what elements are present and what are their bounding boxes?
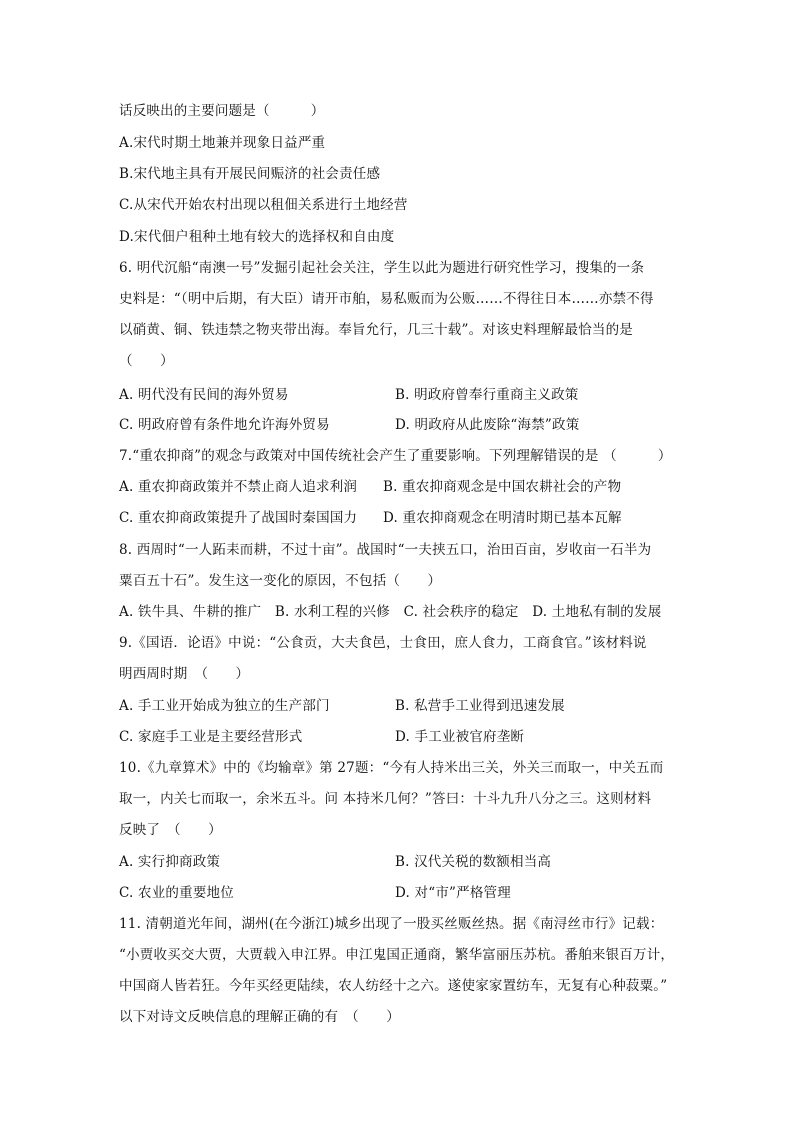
q7-option-d: D. 重农抑商观念在明清时期已基本瓦解 — [383, 510, 622, 526]
q9-option-a: A. 手工业开始成为独立的生产部门 — [119, 698, 330, 714]
q5-option-b: B.宋代地主具有开展民间赈济的社会责任感 — [119, 166, 381, 182]
q8-options: A. 铁牛具、牛耕的推广 B. 水利工程的兴修 C. 社会秩序的稳定 D. 土地私有制的发展 — [119, 604, 662, 620]
q5-option-a: A.宋代时期土地兼并现象日益严重 — [119, 135, 326, 151]
question-8-line-1: 8. 西周时“一人跖耒而耕，不过十亩”。战国时“一夫挟五口，治田百亩，岁收亩一石半为 — [119, 542, 652, 558]
question-6-line-4: （ ） — [119, 353, 174, 369]
question-5-stem-end: 话反映出的主要问题是（ ） — [119, 103, 325, 119]
question-6-line-1: 6. 明代沉船“南澳一号”发掘引起社会关注，学生以此为题进行研究性学习，搜集的一条 — [119, 260, 645, 276]
q6-option-a: A. 明代没有民间的海外贸易 — [119, 387, 289, 403]
q10-option-c: C. 农业的重要地位 — [119, 885, 234, 901]
question-10-line-2: 取一，内关七而取一，余米五斗。问 本持米几何？”答曰：十斗九升八分之三。这则材料 — [119, 791, 652, 807]
q10-option-b: B. 汉代关税的数额相当高 — [395, 854, 552, 870]
q5-option-d: D.宋代佃户租种土地有较大的选择权和自由度 — [119, 229, 395, 245]
q7-option-b: B. 重农抑商观念是中国农耕社会的产物 — [383, 479, 622, 495]
question-9-line-2: 明西周时期 （ ） — [119, 666, 250, 682]
q7-option-c: C. 重农抑商政策提升了战国时秦国国力 — [119, 510, 358, 526]
question-7-stem: 7.“重农抑商”的观念与政策对中国传统社会产生了重要影响。下列理解错误的是 （ ） — [119, 448, 672, 464]
q9-option-d: D. 手工业被官府垄断 — [395, 729, 525, 745]
q5-option-c: C.从宋代开始农村出现以租佃关系进行土地经营 — [119, 197, 408, 213]
q9-option-b: B. 私营手工业得到迅速发展 — [395, 698, 565, 714]
question-8-line-2: 粟百五十石”。发生这一变化的原因，不包括（ ） — [119, 573, 442, 589]
question-11-line-3: 中国商人皆若狂。今年买经更陆续，农人纺经十之六。遂使家家置纺车，无复有心种菽粟。” — [119, 978, 668, 994]
question-11-line-4: 以下对诗文反映信息的理解正确的有 （ ） — [119, 1009, 400, 1025]
q10-option-a: A. 实行抑商政策 — [119, 854, 221, 870]
question-10-line-1: 10.《九章算术》中的《均输章》第 27题：“今有人持米出三关，外关三而取一，中关五而 — [119, 760, 664, 776]
q10-option-d: D. 对“市”严格管理 — [395, 885, 511, 901]
q6-option-d: D. 明政府从此废除“海禁”政策 — [395, 417, 580, 433]
question-10-line-3: 反映了 （ ） — [119, 822, 222, 838]
question-11-line-1: 11. 清朝道光年间，湖州(在今浙江)城乡出现了一股买丝贩丝热。据《南浔丝市行》记载： — [119, 916, 664, 932]
question-6-line-3: 以硝黄、铜、铁违禁之物夹带出海。奉旨允行，几三十载”。对该史料理解最恰当的是 — [119, 322, 634, 338]
q6-option-b: B. 明政府曾奉行重商主义政策 — [395, 387, 579, 403]
q9-option-c: C. 家庭手工业是主要经营形式 — [119, 729, 303, 745]
question-6-line-2: 史料是：“（明中后期，有大臣）请开市舶，易私贩而为公贩……不得往日本……亦禁不得 — [119, 291, 654, 307]
q7-option-a: A. 重农抑商政策并不禁止商人追求利润 — [119, 479, 358, 495]
question-9-line-1: 9.《国语．论语》中说：“公食贡，大夫食邑，士食田，庶人食力，工商食官。”该材料说 — [119, 635, 647, 651]
question-11-line-2: “小贾收买交大贾，大贾载入申江界。申江鬼国正通商，繁华富丽压苏杭。番舶来银百万计， — [119, 947, 675, 963]
q6-option-c: C. 明政府曾有条件地允许海外贸易 — [119, 417, 330, 433]
